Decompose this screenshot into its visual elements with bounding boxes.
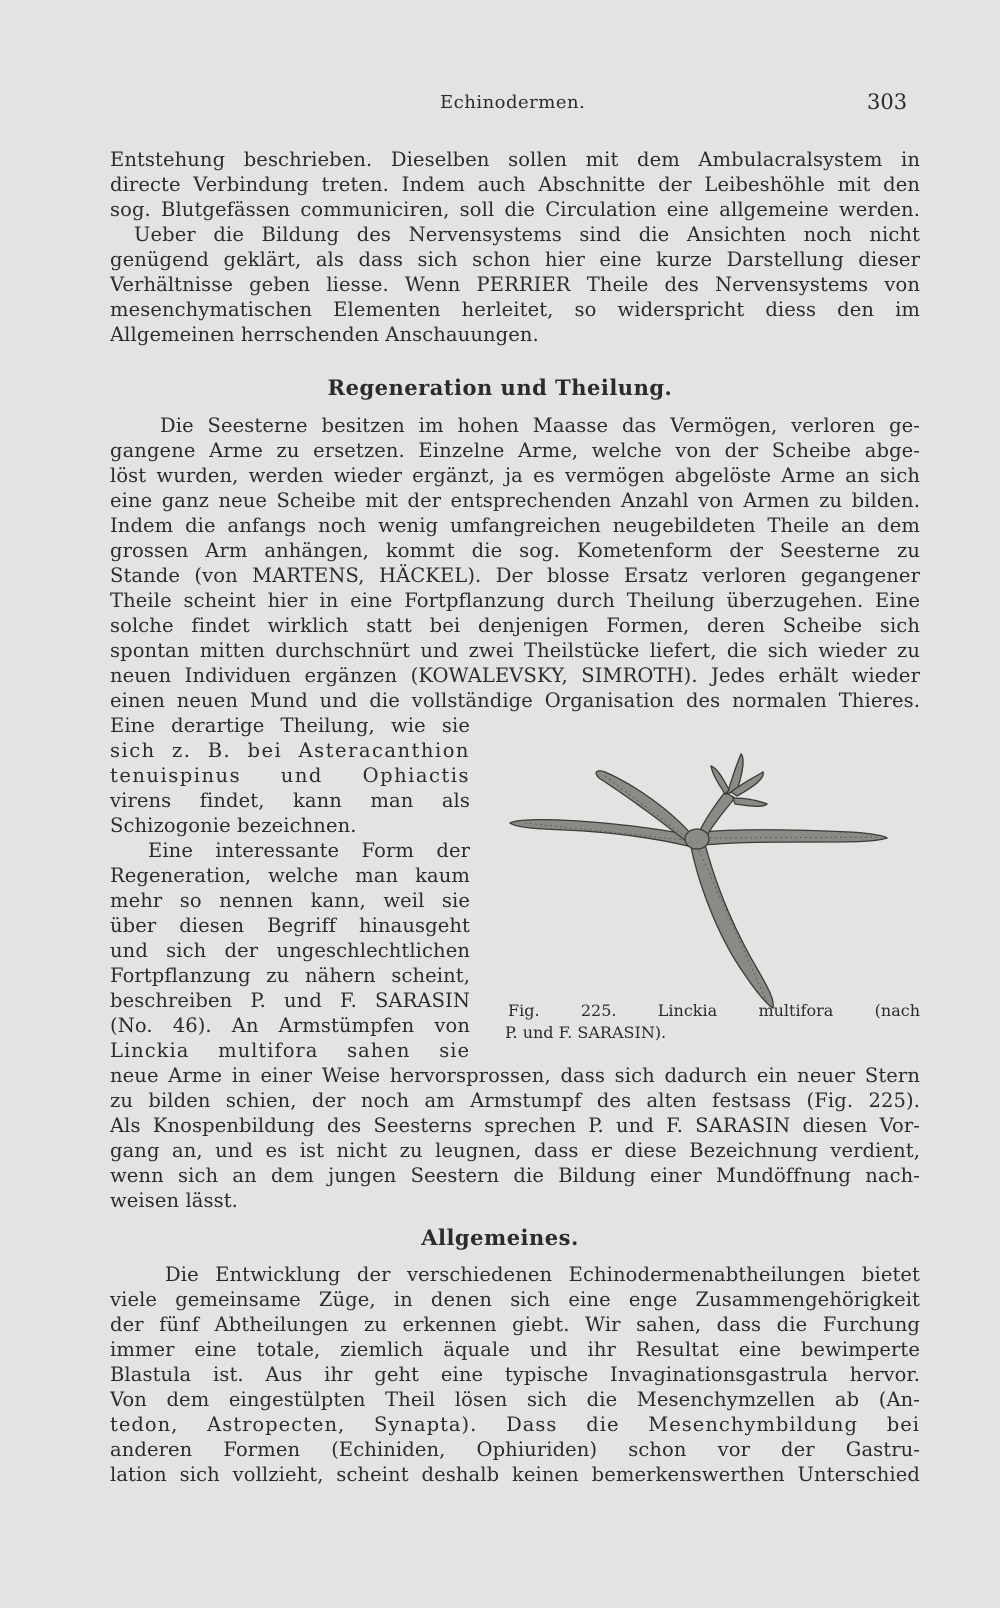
text-line: über diesen Begriff hinausgeht xyxy=(110,914,470,937)
page-number: 303 xyxy=(867,90,908,114)
text-line: Verhältnisse geben liesse. Wenn PERRIER Theile des Nervensystems von xyxy=(110,273,920,296)
text-line: neuen Individuen ergänzen (KOWALEVSKY, SIMROTH). Jedes erhält wieder xyxy=(110,664,920,687)
text-line: wenn sich an dem jungen Seestern die Bildung einer Mundöffnung nach- xyxy=(110,1164,920,1187)
text-line: Regeneration, welche man kaum xyxy=(110,864,470,887)
text-line: anderen Formen (Echiniden, Ophiuriden) schon vor der Gastru- xyxy=(110,1438,920,1461)
figure-caption: P. und F. SARASIN). xyxy=(505,1023,667,1042)
text-line: virens findet, kann man als xyxy=(110,789,470,812)
text-line: und sich der ungeschlechtlichen xyxy=(110,939,470,962)
text-line: tenuispinus und Ophiactis xyxy=(110,764,470,787)
text-line: der fünf Abtheilungen zu erkennen giebt. Wir sahen, dass die Furchung xyxy=(110,1313,920,1336)
text-line: Linckia multifora sahen sie xyxy=(110,1039,470,1062)
text-line: Eine interessante Form der xyxy=(148,839,470,862)
linckia-starfish-illustration xyxy=(505,750,905,1010)
text-line: Eine derartige Theilung, wie sie xyxy=(110,714,470,737)
text-line: genügend geklärt, als dass sich schon hier eine kurze Darstellung dieser xyxy=(110,248,920,271)
text-line: Von dem eingestülpten Theil lösen sich die Mesenchymzellen ab (An- xyxy=(110,1388,920,1411)
text-line: Schizogonie bezeichnen. xyxy=(110,814,357,837)
text-line: sog. Blutgefässen communiciren, soll die Circulation eine allgemeine werden. xyxy=(110,198,920,221)
text-line: grossen Arm anhängen, kommt die sog. Kometenform der Seesterne zu xyxy=(110,539,920,562)
text-line: Entstehung beschrieben. Dieselben sollen mit dem Ambulacralsystem in xyxy=(110,148,920,171)
starfish-figure xyxy=(505,750,905,1010)
text-line: zu bilden schien, der noch am Armstumpf des alten festsass (Fig. 225). xyxy=(110,1089,920,1112)
text-line: Indem die anfangs noch wenig umfangreichen neugebildeten Theile an dem xyxy=(110,514,920,537)
text-line: gangene Arme zu ersetzen. Einzelne Arme, welche von der Scheibe abge- xyxy=(110,439,920,462)
text-line: tedon, Astropecten, Synapta). Dass die Mesenchymbildung bei xyxy=(110,1413,920,1436)
text-line: neue Arme in einer Weise hervorsprossen, dass sich dadurch ein neuer Stern xyxy=(110,1064,920,1087)
section-heading-regeneration: Regeneration und Theilung. xyxy=(327,375,673,400)
text-line: sich z. B. bei Asteracanthion xyxy=(110,739,470,762)
text-line: (No. 46). An Armstümpfen von xyxy=(110,1014,470,1037)
text-line: solche findet wirklich statt bei denjenigen Formen, deren Scheibe sich xyxy=(110,614,920,637)
text-line: Die Seesterne besitzen im hohen Maasse das Vermögen, verloren ge- xyxy=(160,414,920,437)
text-line: Die Entwicklung der verschiedenen Echinodermenabtheilungen bietet xyxy=(165,1263,920,1286)
section-heading-allgemeines: Allgemeines. xyxy=(421,1225,579,1250)
running-header: Echinodermen. xyxy=(440,92,586,113)
text-line: gang an, und es ist nicht zu leugnen, dass er diese Bezeichnung verdient, xyxy=(110,1139,920,1162)
text-line: viele gemeinsame Züge, in denen sich eine enge Zusammengehörigkeit xyxy=(110,1288,920,1311)
text-line: Stande (von MARTENS, HÄCKEL). Der blosse Ersatz verloren gegangener xyxy=(110,564,920,587)
figure-caption: Fig. 225. Linckia multifora (nach xyxy=(508,1001,920,1020)
text-line: Fortpflanzung zu nähern scheint, xyxy=(110,964,470,987)
text-line: einen neuen Mund und die vollständige Organisation des normalen Thieres. xyxy=(110,689,920,712)
text-line: lation sich vollzieht, scheint deshalb keinen bemerkenswerthen Unterschied xyxy=(110,1463,920,1486)
text-line: eine ganz neue Scheibe mit der entsprechenden Anzahl von Armen zu bilden. xyxy=(110,489,920,512)
text-line: weisen lässt. xyxy=(110,1189,238,1212)
text-line: spontan mitten durchschnürt und zwei Theilstücke liefert, die sich wieder zu xyxy=(110,639,920,662)
text-line: Theile scheint hier in eine Fortpflanzung durch Theilung überzugehen. Eine xyxy=(110,589,920,612)
text-line: mehr so nennen kann, weil sie xyxy=(110,889,470,912)
text-line: mesenchymatischen Elementen herleitet, so widerspricht diess den im xyxy=(110,298,920,321)
text-line: Ueber die Bildung des Nervensystems sind die Ansichten noch nicht xyxy=(134,223,920,246)
text-line: Als Knospenbildung des Seesterns sprechen P. und F. SARASIN diesen Vor- xyxy=(110,1114,920,1137)
text-line: Blastula ist. Aus ihr geht eine typische Invaginationsgastrula hervor. xyxy=(110,1363,920,1386)
text-line: immer eine totale, ziemlich äquale und ihr Resultat eine bewimperte xyxy=(110,1338,920,1361)
text-line: beschreiben P. und F. SARASIN xyxy=(110,989,470,1012)
text-line: directe Verbindung treten. Indem auch Abschnitte der Leibeshöhle mit den xyxy=(110,173,920,196)
text-line: löst wurden, werden wieder ergänzt, ja es vermögen abgelöste Arme an sich xyxy=(110,464,920,487)
text-line: Allgemeinen herrschenden Anschauungen. xyxy=(110,323,539,346)
